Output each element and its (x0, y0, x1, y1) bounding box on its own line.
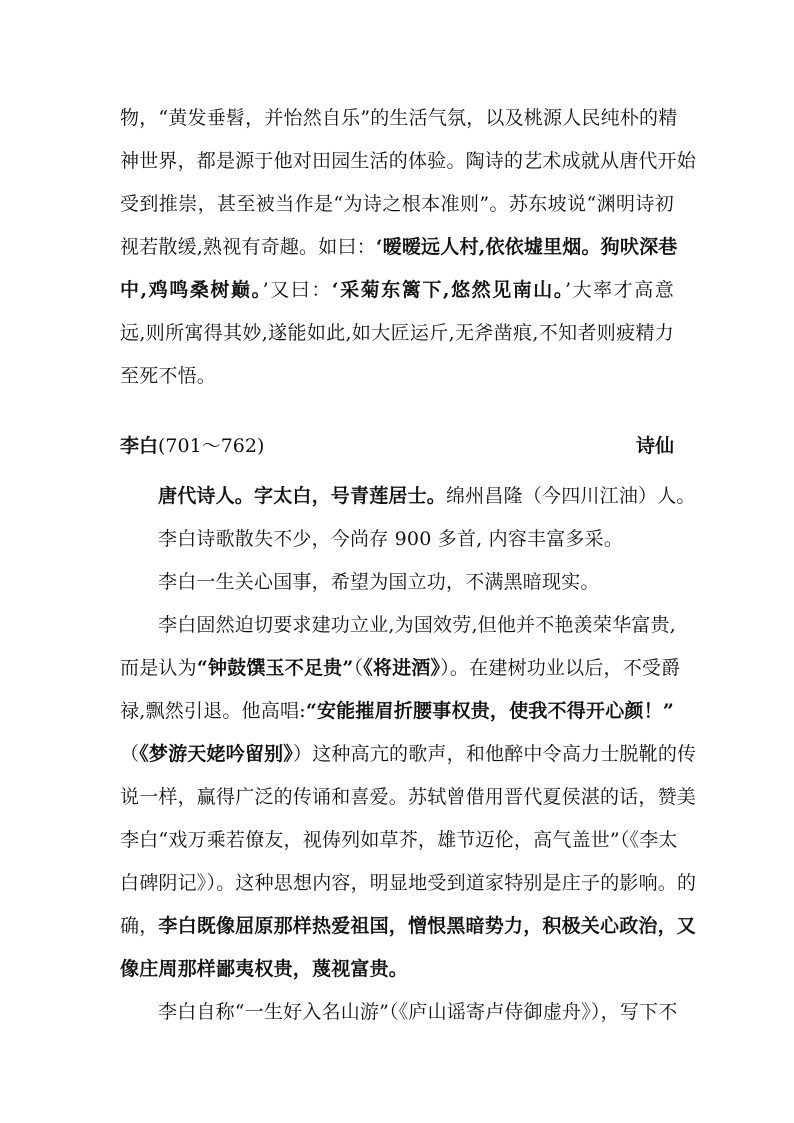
text-line: 禄,飘然引退。他高唱:“安能摧眉折腰事权贵，使我不得开心颜！” (120, 700, 674, 722)
bold-quote: 中,鸡鸣桑树巅。 (120, 279, 263, 301)
text-line: 神世界，都是源于他对田园生活的体验。陶诗的艺术成就从唐代开始 (120, 150, 697, 172)
text-line: 李白自称“一生好入名山游”（《庐山谣寄卢侍御虚舟》），写下不 (158, 1001, 678, 1023)
bold-intro: 唐代诗人。字太白，号青莲居士。 (158, 485, 447, 507)
text-line: 李白固然迫切要求建功立业,为国效劳,但他并不艳羡荣华富贵, (158, 614, 676, 636)
text-line: 至死不悟。 (120, 365, 217, 387)
text-line: 白碑阴记》）。这种思想内容，明显地受到道家特别是庄子的影响。的 (120, 872, 697, 894)
bold-statement: 像庄周那样鄙夷权贵，蔑视富贵。 (120, 958, 409, 980)
text-line: （《梦游天姥吟留别》）这种高亢的歌声，和他醉中令高力士脱靴的传 (120, 743, 697, 765)
text-line: 而是认为“钟鼓馔玉不足贵”（《将进酒》）。在建树功业以后，不受爵 (120, 657, 681, 679)
text-line: 李白一生关心国事，希望为国立功，不满黑暗现实。 (158, 571, 600, 593)
bold-work-title: 《梦游天姥吟留别》 (139, 743, 294, 765)
text-line: 受到推崇，甚至被当作是“为诗之根本准则”。苏东坡说“渊明诗初 (120, 193, 674, 215)
text-line: 中,鸡鸣桑树巅。’又曰：‘采菊东篱下,悠然见南山。’大率才高意 (120, 279, 674, 301)
heading-name: 李白(701～762) (120, 435, 265, 457)
bold-quote: “安能摧眉折腰事权贵，使我不得开心颜！” (305, 700, 674, 722)
bold-quote: ‘暧暧远人村,依依墟里烟。狗吠深巷 (375, 236, 678, 258)
text-line: 说一样，赢得广泛的传诵和喜爱。苏轼曾借用晋代夏侯湛的话，赞美 (120, 786, 697, 808)
text-line (120, 955, 674, 983)
text-line: 确，李白既像屈原那样热爱祖国，憎恨黑暗势力，积极关心政治，又 (120, 915, 697, 937)
bold-quote: “钟鼓馔玉不足贵” (196, 657, 354, 679)
bold-quote: ‘采菊东篱下,悠然见南山。 (331, 279, 565, 301)
heading-title: 诗仙 (635, 435, 674, 457)
section-heading (120, 432, 674, 462)
bold-statement: 李白既像屈原那样热爱祖国，憎恨黑暗势力，积极关心政治，又 (158, 915, 697, 937)
text-line: 李白诗歌散失不少，今尚存 900 多首, 内容丰富多采。 (158, 528, 624, 550)
text-line: 李白“戏万乘若僚友，视俦列如草芥，雄节迈伦，高气盖世”（《李太 (120, 829, 678, 851)
text-line: 远,则所寓得其妙,遂能如此,如大匠运斤,无斧凿痕,不知者则疲精力 (120, 322, 674, 344)
bold-work-title: 《将进酒》 (363, 657, 441, 679)
text-line: 物，“黄发垂髫，并怡然自乐”的生活气氛，以及桃源人民纯朴的精 (120, 107, 678, 129)
heading-years: (701～762) (158, 435, 265, 457)
text-line: 唐代诗人。字太白，号青莲居士。绵州昌隆（今四川江油）人。 (158, 485, 696, 507)
text-line: 视若散缓,熟视有奇趣。如曰：‘暧暧远人村,依依墟里烟。狗吠深巷 (120, 236, 678, 258)
